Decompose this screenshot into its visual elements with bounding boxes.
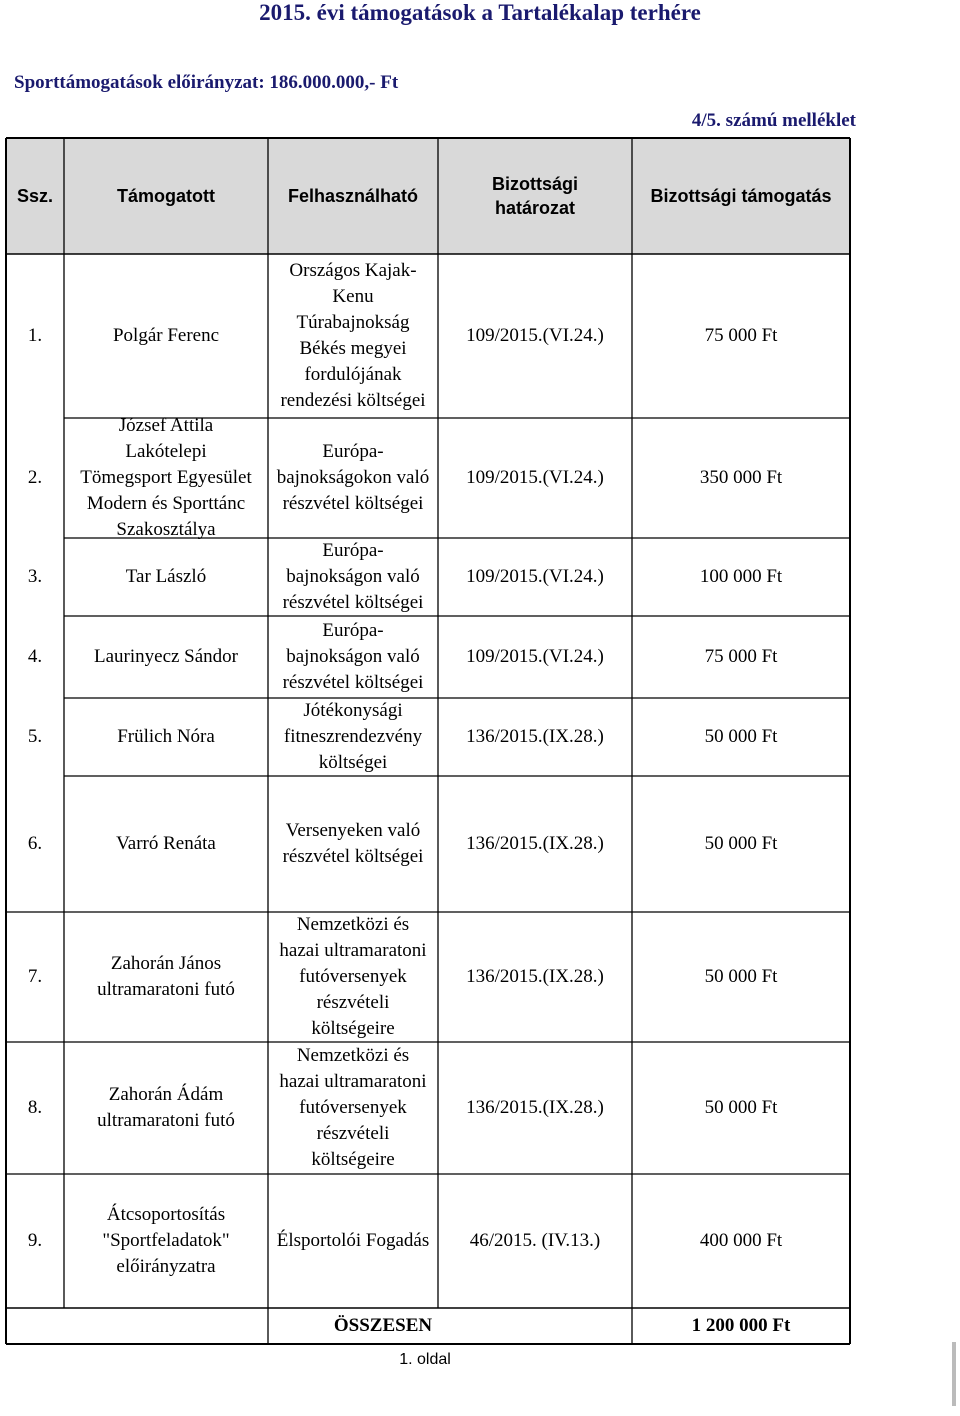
row-number: 4.	[27, 646, 43, 667]
supported-name: Tar László	[125, 566, 207, 587]
support-amount: 75 000 Ft	[704, 646, 778, 667]
committee-decision: 136/2015.(IX.28.)	[466, 833, 604, 854]
row-number: 5.	[27, 726, 43, 747]
row-number: 3.	[27, 566, 43, 587]
column-header-amount: Bizottsági támogatás	[650, 186, 832, 206]
usage-purpose: Versenyeken való részvétel költségei	[282, 820, 424, 867]
support-amount: 350 000 Ft	[699, 467, 783, 488]
support-amount: 400 000 Ft	[699, 1230, 783, 1251]
total-label: ÖSSZESEN	[333, 1315, 433, 1336]
column-header-decision: Bizottsági határozat	[491, 174, 578, 218]
committee-decision: 136/2015.(IX.28.)	[466, 726, 604, 747]
committee-decision: 109/2015.(VI.24.)	[466, 646, 604, 667]
usage-purpose: Európa- bajnokságon való részvétel költségei	[282, 540, 424, 613]
supported-name: Polgár Ferenc	[112, 325, 220, 346]
row-number: 7.	[27, 966, 43, 987]
committee-decision: 136/2015.(IX.28.)	[466, 966, 604, 987]
row-number: 2.	[27, 467, 43, 488]
annex-label: 4/5. számú melléklet	[691, 110, 856, 131]
usage-purpose: Jótékonysági fitneszrendezvény költségei	[283, 700, 423, 773]
support-amount: 50 000 Ft	[704, 833, 778, 854]
row-number: 8.	[27, 1097, 43, 1118]
column-header-number: Ssz.	[16, 186, 54, 206]
document-title: 2015. évi támogatások a Tartalékalap terhére	[259, 0, 701, 25]
usage-purpose: Nemzetközi és hazai ultramaratoni futóversenyek részvételi költségeire	[279, 1045, 427, 1170]
budget-line: Sporttámogatások előirányzat: 186.000.000,- Ft	[14, 72, 399, 93]
supported-name: Frülich Nóra	[117, 726, 215, 747]
usage-purpose: Élsportolói Fogadás	[276, 1230, 430, 1251]
committee-decision: 109/2015.(VI.24.)	[466, 467, 604, 488]
committee-decision: 136/2015.(IX.28.)	[466, 1097, 604, 1118]
committee-decision: 109/2015.(VI.24.)	[466, 325, 604, 346]
usage-purpose: Nemzetközi és hazai ultramaratoni futóversenyek részvételi költségeire	[279, 914, 427, 1039]
committee-decision: 46/2015. (IV.13.)	[469, 1230, 601, 1251]
support-amount: 75 000 Ft	[704, 325, 778, 346]
column-header-usage: Felhasználható	[287, 186, 419, 206]
supported-name: Laurinyecz Sándor	[93, 646, 239, 667]
support-amount: 100 000 Ft	[699, 566, 783, 587]
supported-name: Varró Renáta	[116, 833, 216, 854]
support-amount: 50 000 Ft	[704, 966, 778, 987]
usage-purpose: Európa- bajnokságon való részvétel költségei	[282, 620, 424, 693]
supported-name: Zahorán Ádám ultramaratoni futó	[97, 1084, 235, 1131]
row-number: 6.	[27, 833, 43, 854]
supported-name: Zahorán János ultramaratoni futó	[97, 953, 235, 1000]
row-number: 9.	[27, 1230, 43, 1251]
committee-decision: 109/2015.(VI.24.)	[466, 566, 604, 587]
usage-purpose: Európa- bajnokságokon való részvétel költségei	[276, 441, 430, 514]
scan-edge-mark	[952, 1342, 956, 1406]
support-amount: 50 000 Ft	[704, 1097, 778, 1118]
supported-name: Átcsoportosítás "Sportfeladatok" előirányzatra	[102, 1204, 230, 1277]
column-header-supported: Támogatott	[117, 186, 215, 206]
support-amount: 50 000 Ft	[704, 726, 778, 747]
row-number: 1.	[27, 325, 43, 346]
supported-name: József Attila Lakótelepi Tömegsport Egyesület Modern és Sporttánc Szakosztálya	[80, 415, 252, 540]
support-table	[6, 138, 850, 1344]
page-number: 1. oldal	[399, 1351, 451, 1368]
total-amount: 1 200 000 Ft	[691, 1315, 791, 1336]
usage-purpose: Országos Kajak- Kenu Túrabajnokság Békés megyei fordulójának rendezési költségei	[280, 260, 426, 411]
